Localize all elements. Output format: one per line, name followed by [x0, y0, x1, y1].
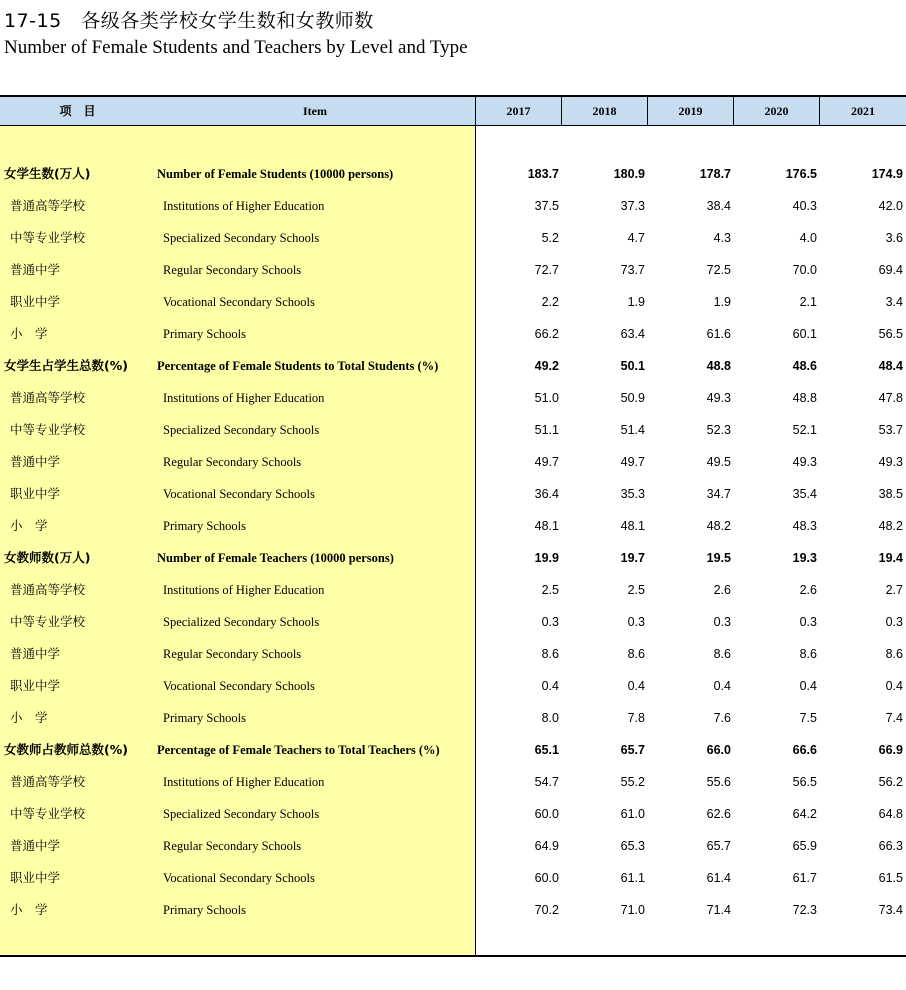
- row-label-cn: 小 学: [10, 710, 48, 725]
- row-label-en: Number of Female Students (10000 persons): [157, 167, 394, 181]
- row-value-2018: 8.6: [627, 647, 645, 661]
- row-value-2019: 178.7: [699, 167, 731, 181]
- row-value-2017: 183.7: [527, 167, 559, 181]
- table-header: [0, 95, 906, 126]
- table-row: [0, 382, 906, 414]
- table-row: [0, 318, 906, 350]
- row-label-en: Institutions of Higher Education: [163, 199, 325, 213]
- row-value-2018: 50.9: [620, 391, 645, 405]
- row-value-2017: 19.9: [534, 551, 559, 565]
- row-value-2021: 8.6: [885, 647, 903, 661]
- row-value-2018: 19.7: [620, 551, 645, 565]
- row-value-2017: 60.0: [534, 871, 559, 885]
- row-value-2020: 65.9: [792, 839, 817, 853]
- row-label-cn: 中等专业学校: [10, 614, 86, 629]
- row-value-2021: 48.2: [878, 519, 903, 533]
- row-label-en: Primary Schools: [163, 519, 246, 533]
- row-value-2018: 65.7: [620, 743, 645, 757]
- row-label-cn: 中等专业学校: [10, 422, 86, 437]
- header-year-2019: 2019: [678, 104, 703, 118]
- row-label-en: Regular Secondary Schools: [163, 455, 302, 469]
- row-value-2020: 8.6: [799, 647, 817, 661]
- row-value-2021: 56.5: [878, 327, 903, 341]
- row-value-2017: 72.7: [534, 263, 559, 277]
- row-value-2019: 8.6: [713, 647, 731, 661]
- row-value-2021: 53.7: [878, 423, 903, 437]
- row-value-2018: 35.3: [620, 487, 645, 501]
- row-label-cn: 小 学: [10, 326, 48, 341]
- row-label-en: Vocational Secondary Schools: [163, 871, 315, 885]
- row-label-en: Specialized Secondary Schools: [163, 423, 320, 437]
- table-row: [0, 830, 906, 862]
- table-row: [0, 766, 906, 798]
- row-value-2020: 4.0: [799, 231, 817, 245]
- row-value-2019: 2.6: [713, 583, 731, 597]
- row-label-en: Specialized Secondary Schools: [163, 807, 320, 821]
- table-row: [0, 222, 906, 254]
- row-value-2021: 3.4: [885, 295, 903, 309]
- table-section-row: [0, 542, 906, 574]
- table-row: [0, 894, 906, 926]
- table-row: [0, 414, 906, 446]
- row-value-2019: 38.4: [706, 199, 731, 213]
- row-value-2020: 0.3: [799, 615, 817, 629]
- row-value-2018: 37.3: [620, 199, 645, 213]
- row-value-2020: 2.6: [799, 583, 817, 597]
- table-row: [0, 702, 906, 734]
- row-value-2018: 61.1: [620, 871, 645, 885]
- table-row: [0, 254, 906, 286]
- row-value-2017: 5.2: [541, 231, 559, 245]
- row-label-cn: 普通中学: [10, 838, 61, 853]
- row-value-2021: 0.3: [885, 615, 903, 629]
- row-value-2021: 61.5: [878, 871, 903, 885]
- row-value-2021: 66.9: [878, 743, 903, 757]
- row-value-2018: 65.3: [620, 839, 645, 853]
- row-label-cn: 普通中学: [10, 646, 61, 661]
- table-row: [0, 574, 906, 606]
- row-value-2020: 72.3: [792, 903, 817, 917]
- table-row: [0, 798, 906, 830]
- row-value-2018: 2.5: [627, 583, 645, 597]
- row-value-2020: 48.8: [792, 391, 817, 405]
- row-value-2018: 1.9: [627, 295, 645, 309]
- row-label-en: Vocational Secondary Schools: [163, 295, 315, 309]
- row-value-2018: 4.7: [627, 231, 645, 245]
- table-section-row: [0, 350, 906, 382]
- table-row: [0, 510, 906, 542]
- row-value-2017: 65.1: [534, 743, 559, 757]
- row-value-2021: 66.3: [878, 839, 903, 853]
- row-value-2020: 70.0: [792, 263, 817, 277]
- row-value-2018: 71.0: [620, 903, 645, 917]
- row-label-en: Primary Schools: [163, 711, 246, 725]
- table-row: [0, 286, 906, 318]
- row-label-en: Institutions of Higher Education: [163, 775, 325, 789]
- row-value-2019: 52.3: [706, 423, 731, 437]
- row-value-2018: 49.7: [620, 455, 645, 469]
- table-row: [0, 862, 906, 894]
- row-value-2021: 64.8: [878, 807, 903, 821]
- row-label-cn: 女学生数(万人): [4, 166, 91, 181]
- row-value-2019: 7.6: [713, 711, 731, 725]
- row-value-2021: 2.7: [885, 583, 903, 597]
- row-value-2020: 48.3: [792, 519, 817, 533]
- row-value-2017: 49.7: [534, 455, 559, 469]
- row-label-en: Specialized Secondary Schools: [163, 231, 320, 245]
- row-label-cn: 普通高等学校: [10, 582, 86, 597]
- row-value-2017: 64.9: [534, 839, 559, 853]
- row-value-2019: 71.4: [706, 903, 731, 917]
- row-value-2017: 8.6: [541, 647, 559, 661]
- row-value-2021: 7.4: [885, 711, 903, 725]
- row-value-2020: 2.1: [799, 295, 817, 309]
- row-value-2019: 48.8: [706, 359, 731, 373]
- row-value-2021: 174.9: [871, 167, 903, 181]
- header-item-cn: 项 目: [59, 104, 96, 118]
- header-item-en: Item: [303, 104, 327, 118]
- table-row: [0, 606, 906, 638]
- row-value-2021: 47.8: [878, 391, 903, 405]
- row-value-2020: 60.1: [792, 327, 817, 341]
- row-value-2020: 176.5: [785, 167, 817, 181]
- row-value-2020: 64.2: [792, 807, 817, 821]
- row-value-2017: 0.3: [541, 615, 559, 629]
- row-label-cn: 普通高等学校: [10, 774, 86, 789]
- row-label-cn: 普通高等学校: [10, 198, 86, 213]
- row-value-2017: 66.2: [534, 327, 559, 341]
- row-value-2021: 19.4: [878, 551, 903, 565]
- row-value-2021: 49.3: [878, 455, 903, 469]
- row-label-cn: 职业中学: [10, 870, 61, 885]
- row-value-2018: 63.4: [620, 327, 645, 341]
- row-value-2019: 61.4: [706, 871, 731, 885]
- row-label-en: Institutions of Higher Education: [163, 583, 325, 597]
- row-value-2020: 52.1: [792, 423, 817, 437]
- row-value-2019: 55.6: [706, 775, 731, 789]
- header-year-2020: 2020: [764, 104, 789, 118]
- row-value-2017: 49.2: [534, 359, 559, 373]
- row-value-2018: 50.1: [620, 359, 645, 373]
- row-value-2017: 36.4: [534, 487, 559, 501]
- row-value-2017: 54.7: [534, 775, 559, 789]
- row-label-en: Primary Schools: [163, 327, 246, 341]
- row-value-2021: 56.2: [878, 775, 903, 789]
- row-value-2021: 48.4: [878, 359, 903, 373]
- table-row: [0, 478, 906, 510]
- row-value-2019: 0.3: [713, 615, 731, 629]
- row-value-2018: 7.8: [627, 711, 645, 725]
- row-value-2017: 2.2: [541, 295, 559, 309]
- row-value-2017: 2.5: [541, 583, 559, 597]
- row-value-2019: 62.6: [706, 807, 731, 821]
- row-label-en: Regular Secondary Schools: [163, 647, 302, 661]
- row-value-2019: 61.6: [706, 327, 731, 341]
- table-row: [0, 638, 906, 670]
- row-value-2019: 49.5: [706, 455, 731, 469]
- row-value-2020: 19.3: [792, 551, 817, 565]
- row-label-en: Primary Schools: [163, 903, 246, 917]
- row-value-2018: 48.1: [620, 519, 645, 533]
- row-value-2020: 7.5: [799, 711, 817, 725]
- row-value-2017: 51.1: [534, 423, 559, 437]
- table-row: [0, 446, 906, 478]
- row-value-2017: 60.0: [534, 807, 559, 821]
- row-value-2018: 0.3: [627, 615, 645, 629]
- row-value-2018: 55.2: [620, 775, 645, 789]
- row-value-2020: 66.6: [792, 743, 817, 757]
- row-value-2020: 61.7: [792, 871, 817, 885]
- row-label-en: Vocational Secondary Schools: [163, 487, 315, 501]
- table-section-row: [0, 734, 906, 766]
- row-label-cn: 小 学: [10, 518, 48, 533]
- row-label-en: Percentage of Female Students to Total Students (%): [157, 359, 439, 373]
- row-label-en: Institutions of Higher Education: [163, 391, 325, 405]
- row-value-2021: 0.4: [885, 679, 903, 693]
- row-value-2018: 61.0: [620, 807, 645, 821]
- row-value-2017: 48.1: [534, 519, 559, 533]
- row-value-2018: 73.7: [620, 263, 645, 277]
- row-value-2019: 1.9: [713, 295, 731, 309]
- row-label-cn: 普通高等学校: [10, 390, 86, 405]
- row-value-2020: 48.6: [792, 359, 817, 373]
- table-bottom-border: [0, 955, 906, 957]
- row-value-2019: 65.7: [706, 839, 731, 853]
- row-label-cn: 女教师占教师总数(%): [4, 742, 128, 757]
- row-value-2019: 34.7: [706, 487, 731, 501]
- row-label-cn: 女教师数(万人): [4, 550, 91, 565]
- row-value-2020: 49.3: [792, 455, 817, 469]
- row-value-2017: 37.5: [534, 199, 559, 213]
- row-label-cn: 中等专业学校: [10, 806, 86, 821]
- table-row: [0, 190, 906, 222]
- row-value-2017: 0.4: [541, 679, 559, 693]
- table-title-cn: 17-15 各级各类学校女学生数和女教师数: [4, 10, 374, 32]
- row-label-cn: 中等专业学校: [10, 230, 86, 245]
- row-value-2019: 48.2: [706, 519, 731, 533]
- row-label-cn: 普通中学: [10, 454, 61, 469]
- row-label-cn: 职业中学: [10, 678, 61, 693]
- row-value-2021: 73.4: [878, 903, 903, 917]
- row-value-2021: 38.5: [878, 487, 903, 501]
- row-value-2018: 0.4: [627, 679, 645, 693]
- header-year-2018: 2018: [592, 104, 617, 118]
- row-value-2019: 0.4: [713, 679, 731, 693]
- row-value-2021: 69.4: [878, 263, 903, 277]
- row-value-2020: 56.5: [792, 775, 817, 789]
- row-value-2017: 70.2: [534, 903, 559, 917]
- row-value-2019: 19.5: [706, 551, 731, 565]
- table-title-en: Number of Female Students and Teachers by Level and Type: [4, 37, 468, 58]
- row-label-cn: 小 学: [10, 902, 48, 917]
- row-label-en: Regular Secondary Schools: [163, 839, 302, 853]
- header-year-2017: 2017: [506, 104, 531, 118]
- row-label-en: Specialized Secondary Schools: [163, 615, 320, 629]
- row-label-cn: 职业中学: [10, 486, 61, 501]
- row-label-en: Vocational Secondary Schools: [163, 679, 315, 693]
- row-value-2020: 0.4: [799, 679, 817, 693]
- row-value-2018: 180.9: [613, 167, 645, 181]
- row-label-cn: 职业中学: [10, 294, 61, 309]
- row-value-2019: 66.0: [706, 743, 731, 757]
- row-label-cn: 普通中学: [10, 262, 61, 277]
- row-value-2020: 40.3: [792, 199, 817, 213]
- row-label-en: Percentage of Female Teachers to Total Teachers (%): [157, 743, 440, 757]
- row-value-2019: 49.3: [706, 391, 731, 405]
- row-value-2017: 51.0: [534, 391, 559, 405]
- row-value-2019: 72.5: [706, 263, 731, 277]
- header-year-2021: 2021: [851, 104, 875, 118]
- row-label-en: Number of Female Teachers (10000 persons): [157, 551, 394, 565]
- row-value-2020: 35.4: [792, 487, 817, 501]
- row-value-2019: 4.3: [713, 231, 731, 245]
- row-value-2021: 3.6: [885, 231, 903, 245]
- row-label-en: Regular Secondary Schools: [163, 263, 302, 277]
- row-value-2021: 42.0: [878, 199, 903, 213]
- table-row: [0, 670, 906, 702]
- row-label-cn: 女学生占学生总数(%): [4, 358, 128, 373]
- row-value-2017: 8.0: [541, 711, 559, 725]
- table-section-row: [0, 158, 906, 190]
- row-value-2018: 51.4: [620, 423, 645, 437]
